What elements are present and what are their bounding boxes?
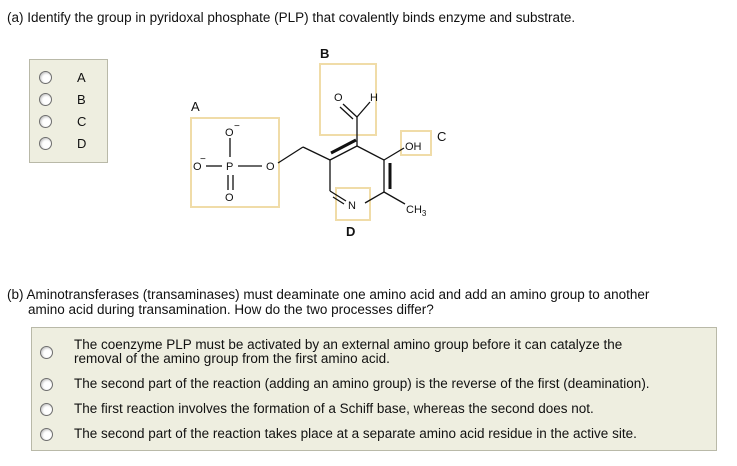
option-text: The first reaction involves the formation of a Schiff base, whereas the second does not. (74, 401, 594, 416)
option-text-line2: removal of the amino group from the first amino acid. (74, 351, 390, 366)
option-text: The second part of the reaction takes place at a separate amino acid residue in the active site. (74, 426, 637, 441)
option-text-line1: The coenzyme PLP must be activated by an external amino group before it can catalyze the (74, 337, 623, 352)
radio-button[interactable] (40, 346, 53, 359)
option-label: B (77, 92, 86, 107)
oxygen-minus: O (193, 161, 202, 173)
phosphorus: P (226, 161, 234, 173)
group-box-b (320, 64, 376, 135)
option-b2[interactable] (32, 376, 716, 394)
ring-nitrogen: N (348, 200, 356, 212)
option-b4[interactable] (32, 426, 716, 444)
option-label: A (77, 70, 86, 85)
option-text (74, 338, 710, 366)
phosphate-bonds (206, 138, 303, 190)
radio-button[interactable] (40, 403, 53, 416)
aldehyde-hydrogen: H (370, 92, 378, 104)
question-b-line2: amino acid during transamination. How do the two processes differ? (28, 302, 434, 317)
option-label: C (77, 114, 87, 129)
oxygen-bottom: O (225, 192, 234, 204)
hydroxyl-group: OH (405, 141, 422, 153)
question-b (7, 287, 727, 317)
aldehyde-oxygen: O (334, 92, 343, 104)
label-a: A (191, 99, 200, 114)
methyl-group: $CH_3$ (406, 204, 427, 218)
radio-button[interactable] (40, 378, 53, 391)
oxygen-top: O (225, 127, 234, 139)
minus-charge: − (200, 154, 206, 165)
answer-options-b (31, 327, 717, 451)
label-c: C (437, 129, 447, 144)
oxygen-ester: O (266, 161, 275, 173)
option-b1[interactable] (32, 338, 716, 368)
label-b: B (320, 46, 330, 61)
option-text: The second part of the reaction (adding an amino group) is the reverse of the first (deamination). (74, 376, 650, 391)
question-a: (a) Identify the group in pyridoxal phosphate (PLP) that covalently binds enzyme and substrate. (7, 10, 576, 25)
radio-button[interactable] (40, 428, 53, 441)
label-d: D (346, 224, 356, 239)
option-label: D (77, 136, 87, 151)
question-b-line1: (b) Aminotransferases (transaminases) must deaminate one amino acid and add an amino group to another (7, 287, 650, 302)
minus-charge: − (234, 121, 240, 132)
option-b3[interactable] (32, 401, 716, 419)
